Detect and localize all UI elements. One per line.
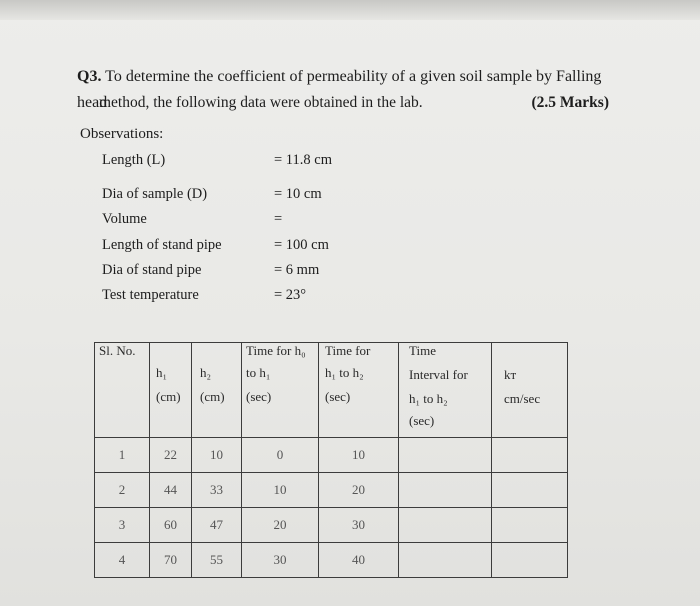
observation-label: Volume	[102, 211, 147, 227]
header-time-interval	[399, 343, 492, 438]
cell-h1: 60	[150, 508, 192, 543]
cell-time-h1-h2: 20	[319, 473, 399, 508]
observation-value: =	[274, 211, 283, 227]
observations-heading: Observations:	[80, 126, 164, 142]
header-text: Interval for	[409, 367, 468, 382]
cell-time-h0-h1: 20	[242, 508, 319, 543]
observation-label: Test temperature	[102, 287, 199, 303]
observation-label: Dia of stand pipe	[102, 262, 202, 278]
cell-interval	[399, 508, 492, 543]
question-text-1: To determine the coefficient of permeability of a given soil sample by Falling head	[77, 68, 602, 111]
header-text: kᴛ	[504, 367, 517, 382]
table-row	[95, 543, 568, 578]
header-kt	[492, 343, 568, 438]
cell-interval	[399, 543, 492, 578]
cell-time-h0-h1: 30	[242, 543, 319, 578]
table-row	[95, 508, 568, 543]
header-h1	[150, 343, 192, 438]
observation-volume	[102, 211, 402, 233]
header-text: cm/sec	[504, 391, 541, 406]
header-text: h₁ to h₂	[325, 365, 364, 380]
question-marks: (2.5 Marks)	[531, 94, 609, 111]
cell-sl: 2	[95, 473, 150, 508]
header-time-h0-h1	[242, 343, 319, 438]
header-text: h₁ to h₂	[409, 391, 448, 406]
cell-kt	[492, 508, 568, 543]
table-row	[95, 438, 568, 473]
header-text: (sec)	[246, 389, 272, 404]
cell-time-h0-h1: 10	[242, 473, 319, 508]
cell-h1: 22	[150, 438, 192, 473]
cell-kt	[492, 438, 568, 473]
cell-h2: 10	[192, 438, 242, 473]
cell-sl: 4	[95, 543, 150, 578]
cell-kt	[492, 543, 568, 578]
table-header-row	[95, 343, 568, 438]
question-line-2	[99, 92, 609, 114]
cell-sl: 3	[95, 508, 150, 543]
header-sl-no	[95, 343, 150, 438]
header-text: Sl. No.	[99, 343, 136, 358]
question-text-2: method, the following data were obtained in the lab.	[99, 94, 423, 111]
cell-h2: 47	[192, 508, 242, 543]
observation-dia-sample	[102, 186, 402, 208]
observation-length	[102, 152, 402, 174]
observation-label: Length of stand pipe	[102, 237, 222, 253]
question-number: Q3.	[77, 68, 102, 85]
observation-stand-pipe-dia	[102, 262, 402, 284]
table-row	[95, 473, 568, 508]
cell-h2: 55	[192, 543, 242, 578]
observation-temperature	[102, 287, 402, 309]
header-text: h₁	[156, 365, 168, 380]
cell-time-h1-h2: 30	[319, 508, 399, 543]
header-text: Time for	[325, 343, 371, 358]
header-text: (cm)	[200, 389, 225, 404]
header-text: (sec)	[409, 413, 435, 428]
cell-time-h1-h2: 40	[319, 543, 399, 578]
header-text: h₂	[200, 365, 212, 380]
cell-interval	[399, 473, 492, 508]
observation-label: Dia of sample (D)	[102, 186, 208, 202]
cell-h1: 44	[150, 473, 192, 508]
observation-value: = 10 cm	[274, 186, 322, 202]
header-h2	[192, 343, 242, 438]
header-time-h1-h2	[319, 343, 399, 438]
observation-value: = 100 cm	[274, 237, 329, 253]
cell-h1: 70	[150, 543, 192, 578]
data-table	[94, 342, 568, 578]
observation-label: Length (L)	[102, 152, 166, 168]
cell-time-h0-h1: 0	[242, 438, 319, 473]
header-text: Time for h₀	[246, 343, 306, 358]
cell-time-h1-h2: 10	[319, 438, 399, 473]
header-text: (cm)	[156, 389, 181, 404]
cell-sl: 1	[95, 438, 150, 473]
observation-value: = 6 mm	[274, 262, 320, 278]
cell-kt	[492, 473, 568, 508]
cell-h2: 33	[192, 473, 242, 508]
observation-stand-pipe-length	[102, 237, 402, 259]
observation-value: = 11.8 cm	[274, 152, 332, 168]
header-text: Time	[409, 343, 436, 358]
page-top-edge	[0, 0, 700, 20]
cell-interval	[399, 438, 492, 473]
observation-value: = 23°	[274, 287, 307, 303]
header-text: (sec)	[325, 389, 351, 404]
header-text: to h₁	[246, 365, 271, 380]
